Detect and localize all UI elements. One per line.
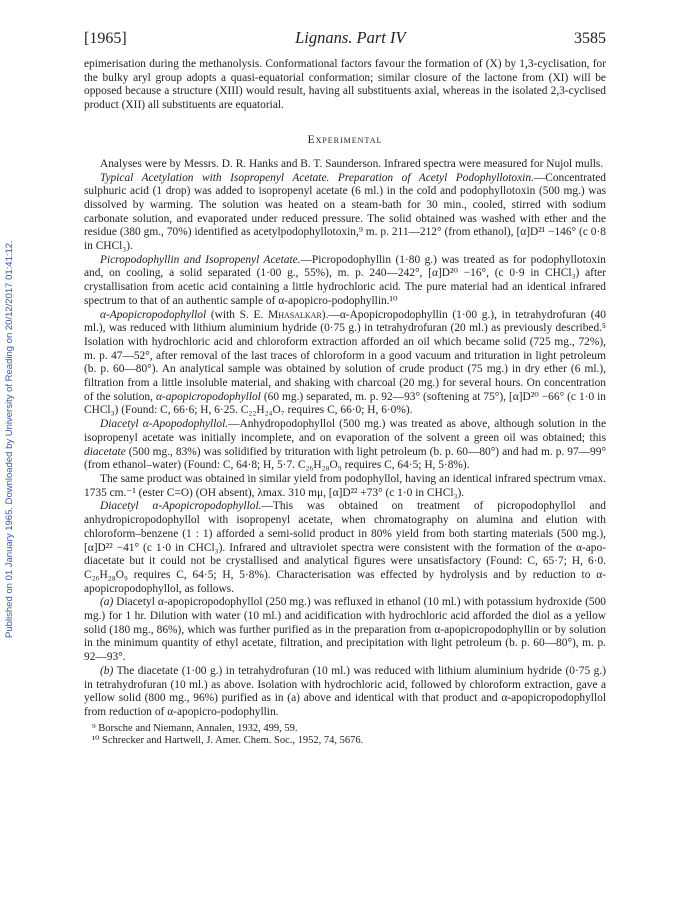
intro-paragraph: epimerisation during the methanolysis. Conformational factors favour the formation of (X) by 1,3-cyclisation, for the bulky aryl group adopts a quasi-equatorial conformation; similar closure of the lactone from (XI) will be opposed because a structure (XIII) would result, having all substituents axial, whereas in the isolated 2,3-cyclised product (XII) all substituents are equatorial. (84, 58, 606, 112)
paragraph-heading: Diacetyl α-Apopicropodophyllol. (100, 500, 262, 513)
paragraph-diacetyl-apopicropodophyllol (84, 500, 606, 596)
paragraph-apopicropodophyllol (84, 309, 606, 419)
header-journal: Lignans. Part IV (295, 28, 406, 47)
footnote: ¹⁰ Schrecker and Hartwell, J. Amer. Chem. Soc., 1952, 74, 5676. (92, 734, 364, 746)
paragraph-picropodophyllin (84, 254, 606, 309)
paragraph-body: —Anhydropodophyllol (500 mg.) was treated as above, although solution in the isopropenyl acetate was initially incomplete, and on evaporation of the solvent a green oil was obtained; this (84, 418, 606, 444)
paragraph-body: —This was obtained on treatment of picropodophyllol and anhydropicropodophyllol with isopropenyl acetate, when chromatography on alumina and elution with chloroform–benzene (1 : 1) afforded a semi-solid product in 80% yield from both starting materials (500 mg.), [α]D²² −41° (c 1·0 in CHCl₃). Infrared and ultraviolet spectra were consistent with the formation of the α-apo-diacetate but it could not be crystallised and analytical figures were unsatisfactory (Found: C, 65·7; H, 6·0. C₂₆H₂₈O₉ requires C, 64·5; H, 5·8%). Characterisation was effected by hydrolysis and by reduction to α-apopicropodophyllol, as follows. (84, 500, 606, 595)
paragraph-body: (500 mg., 83%) was solidified by trituration with light petroleum (b. p. 60—80°) and had m. p. 97—99° (from ethanol–water) (Found: C, 64·8; H, 5·7. C₂₆H₂₈O₉ requires C, 64·5; H, 5·8%). (84, 445, 606, 472)
paragraph-body: ).—α-Apopicropodophyllin (1·00 g.), in tetrahydrofuran (40 ml.), was reduced with lithium aluminium hydride (0·75 g.) in tetrahydrofuran (20 ml.) as previously described.⁵ Isolation with hydrochloric acid and chloroform extraction afforded an oil which became solid (725 mg., 72%), m. p. 47—52°, after removal of the last traces of chloroform in a good vacuum and trituration in light petroleum (b. p. 60—80°). An analytical sample was obtained by solution of crude product (75 mg.) in dry ether (6 ml.), filtration from a little insoluble material, and shaking with charcoal (20 mg.) for several hours. On concentration of the solution, (84, 308, 606, 403)
paragraph-heading: Picropodophyllin and Isopropenyl Acetate. (100, 253, 301, 266)
side-note-text: Published on 01 January 1965. Downloaded by University of Reading on 20/12/2017 01:41:12. (4, 240, 15, 638)
method-label: (b) (100, 664, 114, 677)
footnote: ⁹ Borsche and Niemann, Annalen, 1932, 499, 59. (92, 722, 298, 734)
header-page-number: 3585 (574, 30, 606, 47)
paragraph-body: —Concentrated sulphuric acid (1 drop) was added to isopropenyl acetate (6 ml.) in the cold and podophyllotoxin (500 mg.) was dissolved by warming. The solution was heated on a steam-bath for 30 min., cooled, stirred with sodium carbonate solution, and evaporated under reduced pressure. The solid obtained was washed with ether and the residue (380 gm., 70%) identified as acetylpodophyllotoxin,⁹ m. p. 211—212° (from ethanol), [α]D²¹ −146° (c 0·8 in CHCl₃). (84, 171, 606, 253)
paragraph-body: The diacetate (1·00 g.) in tetrahydrofuran (10 ml.) was reduced with lithium aluminium hydride (0·75 g.) in tetrahydrofuran (10 ml.) as above. Isolation with hydrochloric acid, followed by chloroform extraction, gave a yellow solid (800 mg., 96%) purified as in (a) above and identical with that product and α-apopicropodophyllol from reduction of α-apopicro-podophyllin. (84, 664, 606, 718)
paragraph-heading: Diacetyl α-Apopodophyllol. (100, 418, 229, 431)
compound-name: α-apopicropodophyllol (155, 390, 261, 403)
analyses-paragraph: Analyses were by Messrs. D. R. Hanks and B. T. Saunderson. Infrared spectra were measured for Nujol mulls. (100, 157, 604, 170)
section-title: Experimental (307, 133, 383, 146)
coauthor-name: Mhasalkar (268, 308, 322, 321)
footnotes (84, 723, 606, 747)
download-side-note (4, 0, 16, 912)
page-header (84, 28, 606, 48)
paragraph-body: (with S. E. (206, 308, 269, 321)
paragraph-acetyl-podophyllotoxin (84, 172, 606, 254)
paragraph-heading: α-Apopicropodophyllol (100, 308, 207, 321)
paragraph-diacetyl-apopodophyllol (84, 418, 606, 473)
paragraph-body: (60 mg.) separated, m. p. 92—93° (softening at 75°), [α]D²⁰ −66° (c 1·0 in CHCl₃) (Found: C, 66·6; H, 6·25. C₂₂H₂₄O₇ requires C, 66·0; H, 6·0%). (84, 390, 606, 417)
paragraph-body: Diacetyl α-apopicropodophyllol (250 mg.) was refluxed in ethanol (10 ml.) with potassium hydroxide (500 mg.) for 1 hr. Dilution with water (10 ml.) and acidification with hydrochloric acid afforded the diol as a yellow solid (180 mg., 86%), which was further purified as in the preparation from α-apopicropodophyllin or by solution in the minimum quantity of ethyl acetate, filtration, and precipitation with light petroleum (b. p. 60—80°), m. p. 92—93°. (84, 596, 606, 664)
compound-name: diacetate (84, 445, 126, 458)
paragraph-body: —Picropodophyllin (1·80 g.) was treated as for podophyllotoxin and, on cooling, a solid separated (1·00 g., 55%), m. p. 240—242°, [α]D²⁰ −16°, (c 0·9 in CHCl₃) after crystallisation from acetic acid containing a little hydrochloric acid. The pure material had an identical infrared spectrum to that of an authentic sample of α-apopicro-podophyllin.¹⁰ (84, 253, 606, 307)
paper-page (84, 28, 606, 747)
paragraph-method-b (84, 665, 606, 720)
header-year: [1965] (84, 30, 127, 47)
method-label: (a) (100, 596, 114, 609)
paragraph-same-product: The same product was obtained in similar yield from podophyllol, having an identical infrared spectrum νmax. 1735 cm.⁻¹ (ester C=O) (OH absent), λmax. 310 mμ, [α]D²² +73° (c 1·0 in CHCl₃). (84, 472, 606, 499)
paragraph-heading: Typical Acetylation with Isopropenyl Acetate. Preparation of Acetyl Podophyllotoxin. (100, 171, 534, 184)
paragraph-method-a (84, 596, 606, 665)
